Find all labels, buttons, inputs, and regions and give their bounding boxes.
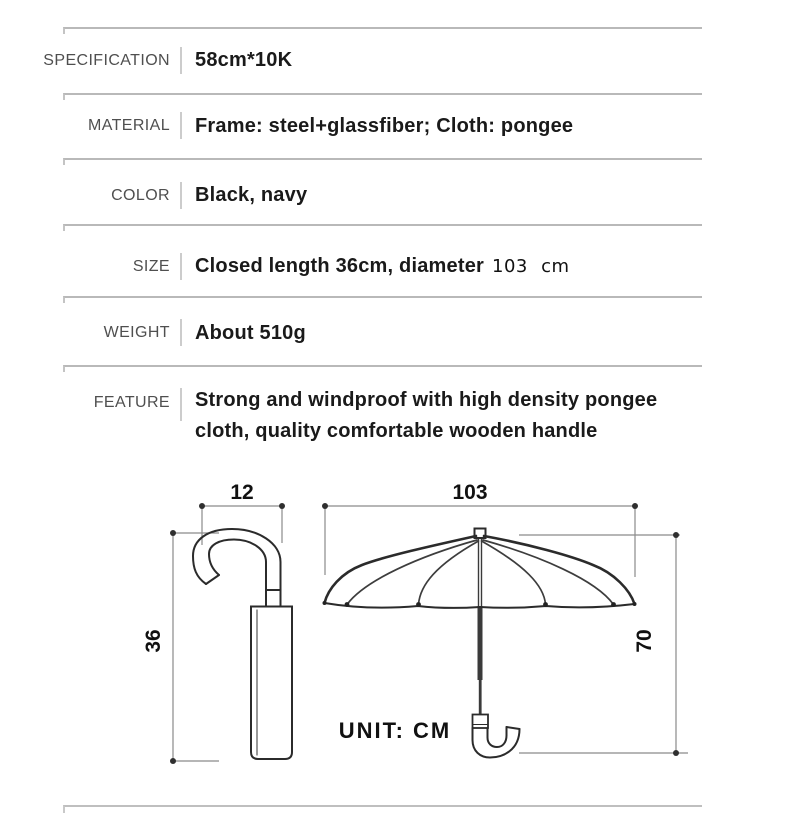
label-value-divider [180,47,182,74]
row-separator [63,93,702,100]
canopy-bottom-edge [325,603,635,608]
closed-hook-outer [193,529,281,607]
label-value-divider [180,182,182,209]
feature-row-label: FEATURE [93,394,170,411]
spec-row-value: 58cm*10K [195,49,293,71]
unit-note: UNIT: CM [338,718,452,743]
umbrella-dimension-diagram [0,465,800,790]
spec-table [0,27,800,465]
open-diameter-dimension [322,503,638,577]
canopy-rib-2 [419,541,479,605]
table-row-color [0,158,800,224]
rib-tip-dot [611,602,616,607]
row-separator [63,224,702,231]
handle-hook-inner [488,727,507,747]
rib-tip-dot [345,602,350,607]
closed-hook-inner [209,540,266,607]
closed-width-dimension [199,503,285,545]
handle-collar [473,715,489,729]
table-row-feature [0,365,800,465]
feature-value-line1: Strong and windproof with high density pongee [195,389,658,411]
table-row-size [0,224,800,296]
color-row-value: Black, navy [195,184,308,206]
open-height-label: 70 [633,629,656,653]
material-row-value: Frame: steel+glassfiber; Cloth: pongee [195,114,574,137]
row-separator [63,296,702,303]
open-diameter-label: 103 [452,481,488,504]
canopy-tip-dot [323,601,327,605]
size-value-patched-number: 103 cm [492,255,570,277]
rib-tip-dot [543,602,548,607]
closed-length-label: 36 [142,629,165,653]
size-row-label: SIZE [132,257,170,275]
spec-row-label: SPECIFICATION [43,51,170,69]
handle-hook-outer [473,728,520,758]
size-row-value [195,253,570,280]
weight-row-value: About 510g [195,321,306,344]
bottom-section-separator [63,805,702,813]
table-row-weight [0,296,800,365]
feature-row-value [195,385,707,447]
shaft-lower [479,680,482,716]
table-row-specification [0,27,800,93]
label-value-divider [180,112,182,139]
weight-row-label: WEIGHT [103,324,170,341]
handle-hook-tip [507,727,520,729]
label-value-divider [180,388,182,421]
size-value-main: Closed length 36cm, diameter [195,254,485,277]
row-separator [63,27,702,34]
row-separator [63,365,702,372]
closed-umbrella-figure [193,529,292,759]
feature-value-line2: cloth, quality comfortable wooden handle [195,420,598,442]
label-value-divider [180,253,182,280]
table-row-material [0,93,800,158]
material-row-label: MATERIAL [87,117,170,134]
shaft-mid [478,606,483,680]
closed-hook-tip [206,575,219,584]
open-height-dimension [519,532,688,756]
closed-width-label: 12 [230,481,254,504]
canopy-left-edge [325,536,477,603]
row-separator [63,158,702,165]
rib-tip-dot [416,602,421,607]
canopy-tip-dot [633,602,637,606]
label-value-divider [180,319,182,346]
canopy-rib-3 [482,541,546,605]
color-row-label: COLOR [111,186,170,204]
